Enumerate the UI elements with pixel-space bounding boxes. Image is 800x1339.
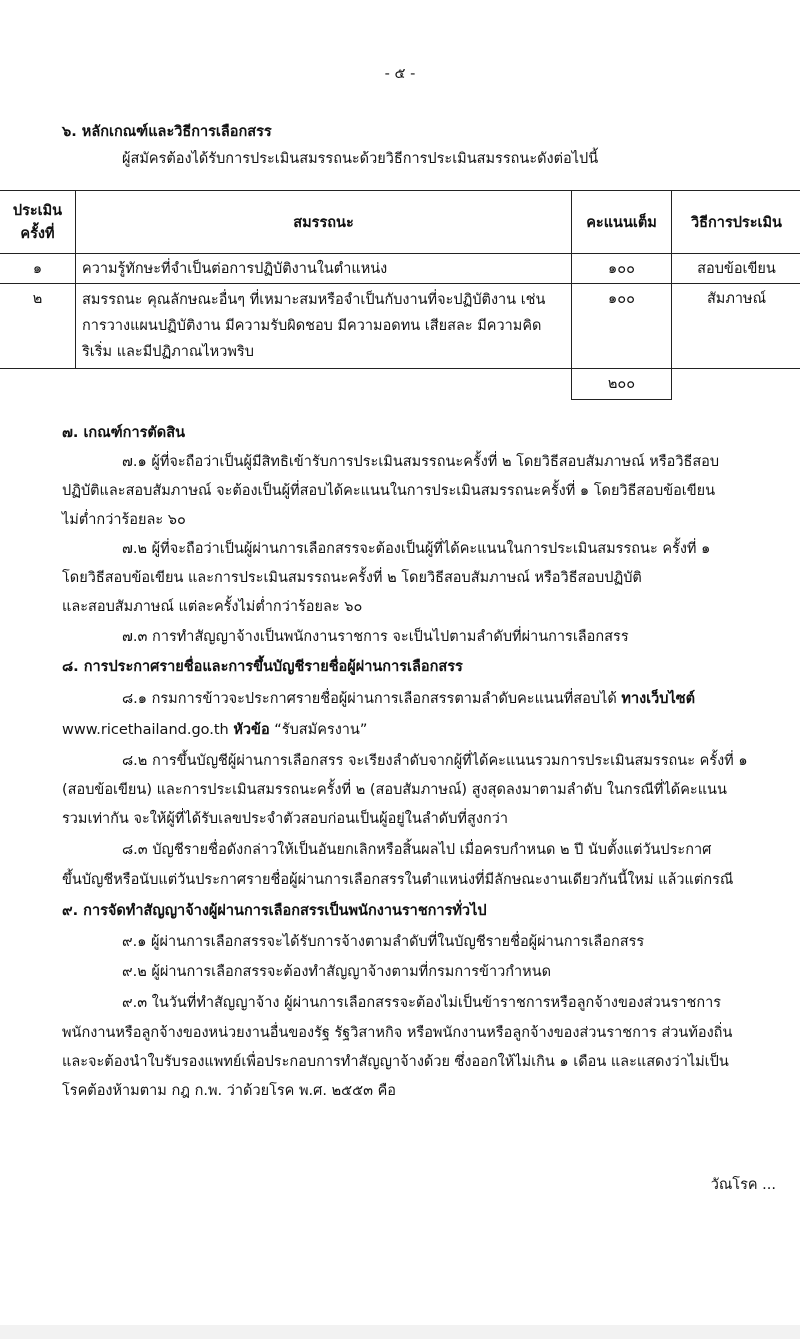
continuation-marker: วัณโรค ... [710,1177,776,1193]
row-2-score: ๑๐๐ [572,284,672,369]
table-row [0,254,800,284]
section-8-line: รวมเท่ากัน จะให้ผู้ที่ได้รับเลขประจำตัวสอบก่อนเป็นผู้อยู่ในลำดับที่สูงกว่า [62,811,508,827]
section-9-line: โรคต้องห้ามตาม กฎ ก.พ. ว่าด้วยโรค พ.ศ. ๒๕๕๓ คือ [62,1083,397,1099]
section-9-line: ๙.๑ ผู้ผ่านการเลือกสรรจะได้รับการจ้างตามลำดับที่ในบัญชีรายชื่อผู้ผ่านการเลือกสรร [122,934,645,950]
website-url: www.ricethailand.go.th [62,722,229,738]
row-1-no: ๑ [0,254,76,284]
header-method: วิธีการประเมิน [672,191,800,254]
row-2-desc: สมรรถนะ คุณลักษณะอื่นๆ ที่เหมาะสมหรือจำเป็นกับงานที่จะปฏิบัติงาน เช่น การวางแผนปฏิบัติงาน มีความรับผิดชอบ มีความอดทน เสียสละ มีความคิดริเริ่ม และมีปฏิภาณไหวพริบ [76,284,572,369]
competency-table [0,190,800,400]
table-row [0,284,800,369]
header-competency: สมรรถนะ [76,191,572,254]
section-8-line [62,721,367,739]
table-header-row [0,191,800,254]
topic-label: หัวข้อ [233,722,270,738]
page-bottom-edge [0,1325,800,1339]
section-6-intro: ผู้สมัครต้องได้รับการประเมินสมรรถนะด้วยวิธีการประเมินสมรรถนะดังต่อไปนี้ [122,151,599,167]
section-8-heading: ๘. การประกาศรายชื่อและการขึ้นบัญชีรายชื่อผู้ผ่านการเลือกสรร [62,659,463,675]
section-8-1-text: ๘.๑ กรมการข้าวจะประกาศรายชื่อผู้ผ่านการเลือกสรรตามลำดับคะแนนที่สอบได้ [122,691,617,707]
header-round: ประเมิน ครั้งที่ [0,191,76,254]
section-7-line: ๗.๒ ผู้ที่จะถือว่าเป็นผู้ผ่านการเลือกสรรจะต้องเป็นผู้ที่ได้คะแนนในการประเมินสมรรถนะ ครั้งที่ ๑ [122,541,711,557]
section-8-1-website-label: ทางเว็บไซต์ [621,691,696,707]
header-full-score: คะแนนเต็ม [572,191,672,254]
section-7-line: ปฏิบัติและสอบสัมภาษณ์ จะต้องเป็นผู้ที่สอบได้คะแนนในการประเมินสมรรถนะครั้งที่ ๑ โดยวิธีสอบข้อเขียน [62,483,716,499]
row-1-method: สอบข้อเขียน [672,254,800,284]
section-8-line: (สอบข้อเขียน) และการประเมินสมรรถนะครั้งที่ ๒ (สอบสัมภาษณ์) สูงสุดลงมาตามลำดับ ในกรณีที่ได้คะแนน [62,782,727,798]
section-9-heading: ๙. การจัดทำสัญญาจ้างผู้ผ่านการเลือกสรรเป็นพนักงานราชการทั่วไป [62,903,487,919]
section-9-line: ๙.๒ ผู้ผ่านการเลือกสรรจะต้องทำสัญญาจ้างตามที่กรมการข้าวกำหนด [122,964,552,980]
section-9-line: และจะต้องนำใบรับรองแพทย์เพื่อประกอบการทำสัญญาจ้างด้วย ซึ่งออกให้ไม่เกิน ๑ เดือน และแสดงว่าไม่เป็น [62,1054,729,1070]
row-1-score: ๑๐๐ [572,254,672,284]
row-2-no: ๒ [0,284,76,369]
section-7-line: ไม่ต่ำกว่าร้อยละ ๖๐ [62,512,186,528]
section-9-line: ๙.๓ ในวันที่ทำสัญญาจ้าง ผู้ผ่านการเลือกสรรจะต้องไม่เป็นข้าราชการหรือลูกจ้างของส่วนราชการ [122,995,722,1011]
section-7-heading: ๗. เกณฑ์การตัดสิน [62,425,185,441]
section-9-line: พนักงานหรือลูกจ้างของหน่วยงานอื่นของรัฐ รัฐวิสาหกิจ หรือพนักงานหรือลูกจ้างของส่วนราชการ ส่วนท้องถิ่น [62,1025,733,1041]
section-8-line: ขึ้นบัญชีหรือนับแต่วันประกาศรายชื่อผู้ผ่านการเลือกสรรในตำแหน่งที่มีลักษณะงานเดียวกันนี้ใหม่ แล้วแต่กรณี [62,872,734,888]
section-8-line: ๘.๒ การขึ้นบัญชีผู้ผ่านการเลือกสรร จะเรียงลำดับจากผู้ที่ได้คะแนนรวมการประเมินสมรรถนะ ครั้งที่ ๑ [122,753,748,769]
total-score: ๒๐๐ [572,369,672,400]
row-1-desc: ความรู้ทักษะที่จำเป็นต่อการปฏิบัติงานในตำแหน่ง [76,254,572,284]
topic-value: “รับสมัครงาน” [274,722,368,738]
section-8-line: ๘.๓ บัญชีรายชื่อดังกล่าวให้เป็นอันยกเลิกหรือสิ้นผลไป เมื่อครบกำหนด ๒ ปี นับตั้งแต่วันประกาศ [122,842,712,858]
section-7-line: และสอบสัมภาษณ์ แต่ละครั้งไม่ต่ำกว่าร้อยละ ๖๐ [62,599,363,615]
section-6-heading: ๖. หลักเกณฑ์และวิธีการเลือกสรร [62,124,272,140]
section-7-line: โดยวิธีสอบข้อเขียน และการประเมินสมรรถนะครั้งที่ ๒ โดยวิธีสอบสัมภาษณ์ หรือวิธีสอบปฏิบัติ [62,570,642,586]
row-2-method: สัมภาษณ์ [672,284,800,369]
page-number: - ๕ - [384,66,416,82]
table-total-row [0,369,800,400]
section-7-line: ๗.๑ ผู้ที่จะถือว่าเป็นผู้มีสิทธิเข้ารับการประเมินสมรรถนะครั้งที่ ๒ โดยวิธีสอบสัมภาษณ์ หรือวิธีสอบ [122,454,720,470]
section-8-line [122,690,695,708]
section-7-line: ๗.๓ การทำสัญญาจ้างเป็นพนักงานราชการ จะเป็นไปตามลำดับที่ผ่านการเลือกสรร [122,629,629,645]
